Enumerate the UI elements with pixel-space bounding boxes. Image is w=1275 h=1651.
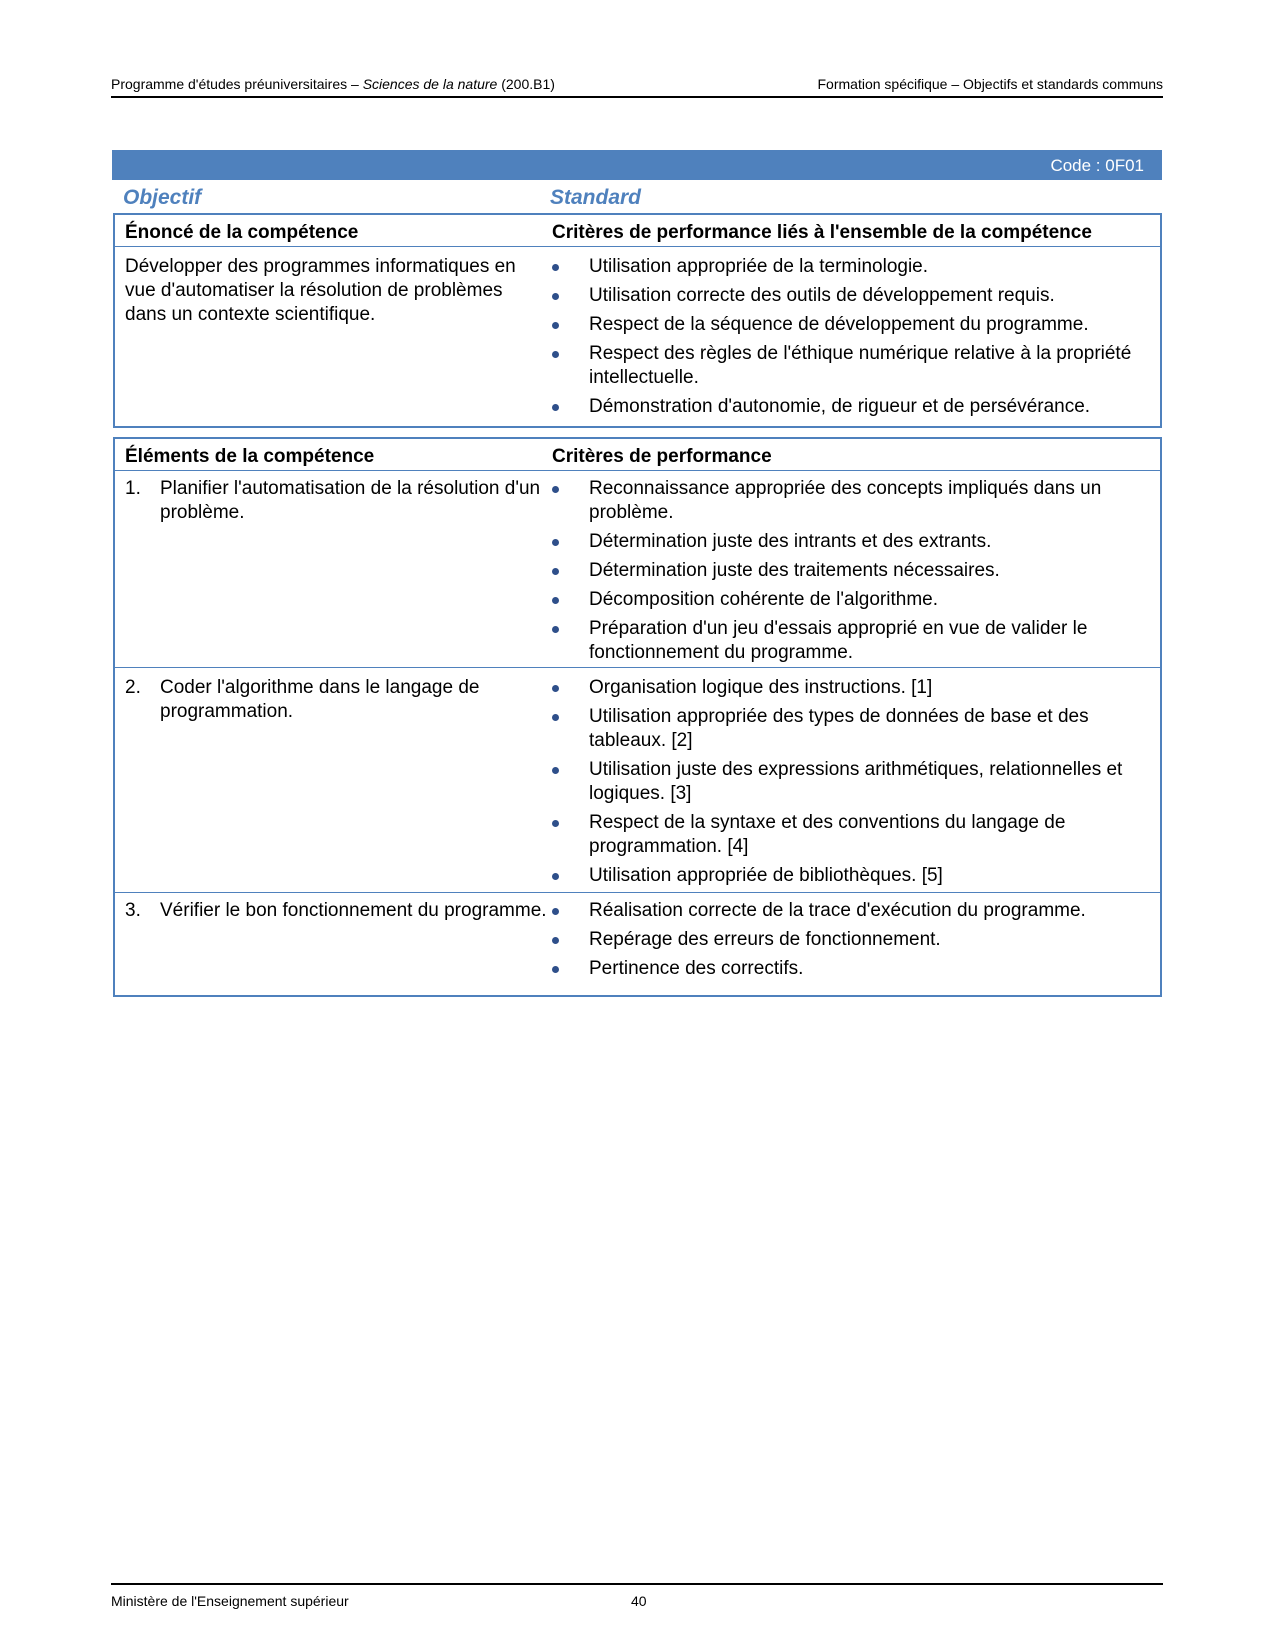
header-section: Formation spécifique – Objectifs et standards communs [817,76,1163,92]
page-header [111,76,1163,98]
element-number: 3. [125,900,141,921]
list-item: Détermination juste des traitements nécessaires. [552,559,1164,583]
list-item: Respect de la séquence de développement du programme. [552,313,1164,337]
page-footer [111,1583,1163,1609]
element-row-3 [115,892,1160,992]
global-criteria-list [552,255,1164,424]
bullet-icon [552,568,559,575]
element-text: Planifier l'automatisation de la résolution d'un problème. [160,478,541,523]
element-3-criteria [552,899,1164,986]
element-row-2 [115,667,1160,892]
element-2-criteria [552,676,1164,893]
element-3 [125,899,547,923]
bullet-icon [552,293,559,300]
list-item: Utilisation juste des expressions arithmétiques, relationnelles et logiques. [3] [552,758,1164,806]
element-2 [125,676,525,724]
list-item: Respect des règles de l'éthique numérique relative à la propriété intellectuelle. [552,342,1164,390]
standard-title: Standard [550,186,642,209]
list-item: Utilisation correcte des outils de développement requis. [552,284,1164,308]
element-number: 2. [125,677,141,698]
bullet-icon [552,486,559,493]
bullet-icon [552,685,559,692]
bullet-icon [552,322,559,329]
elements-header: Éléments de la compétence [125,446,375,467]
page-number: 40 [631,1593,647,1609]
list-item: Reconnaissance appropriée des concepts impliqués dans un problème. [552,477,1164,525]
list-item: Respect de la syntaxe et des conventions du langage de programmation. [4] [552,811,1164,859]
statement-header: Énoncé de la compétence [125,222,359,243]
objectif-title: Objectif [123,186,202,209]
element-text: Vérifier le bon fonctionnement du programme. [160,900,547,921]
competency-statement: Développer des programmes informatiques en vue d'automatiser la résolution de problèmes dans un contexte scientifique. [125,256,516,325]
list-item: Utilisation appropriée des types de données de base et des tableaux. [2] [552,705,1164,753]
bullet-icon [552,908,559,915]
table-header-row [115,439,1160,471]
element-1-criteria [552,477,1164,670]
criteria-header: Critères de performance [552,446,772,467]
bullet-icon [552,404,559,411]
bullet-icon [552,539,559,546]
list-item: Démonstration d'autonomie, de rigueur et de persévérance. [552,395,1164,419]
bullet-icon [552,966,559,973]
code-bar [112,150,1162,180]
element-row-1 [115,471,1160,667]
list-item: Préparation d'un jeu d'essais approprié en vue de valider le fonctionnement du programme. [552,617,1164,665]
list-item: Repérage des erreurs de fonctionnement. [552,928,1164,952]
elements-table [113,437,1162,997]
bullet-icon [552,937,559,944]
element-number: 1. [125,478,141,499]
bullet-icon [552,264,559,271]
list-item: Pertinence des correctifs. [552,957,1164,981]
header-program-italic: Sciences de la nature [362,76,498,92]
bullet-icon [552,714,559,721]
list-item: Décomposition cohérente de l'algorithme. [552,588,1164,612]
competency-code: Code : 0F01 [1050,156,1144,175]
competency-statement-table [113,213,1162,428]
global-criteria-header: Critères de performance liés à l'ensemble de la compétence [552,222,1092,243]
table-header-row [115,215,1160,247]
list-item: Organisation logique des instructions. [1] [552,676,1164,700]
element-text: Coder l'algorithme dans le langage de programmation. [160,677,480,722]
list-item: Réalisation correcte de la trace d'exécution du programme. [552,899,1164,923]
bullet-icon [552,820,559,827]
bullet-icon [552,767,559,774]
list-item: Détermination juste des intrants et des extrants. [552,530,1164,554]
list-item: Utilisation appropriée de la terminologie. [552,255,1164,279]
bullet-icon [552,597,559,604]
bullet-icon [552,873,559,880]
bullet-icon [552,351,559,358]
list-item: Utilisation appropriée de bibliothèques. [5] [552,864,1164,888]
statement-row [115,247,1160,422]
bullet-icon [552,626,559,633]
header-program: Programme d'études préuniversitaires – Sciences de la nature (200.B1) [111,76,555,92]
footer-ministry: Ministère de l'Enseignement supérieur [111,1593,349,1609]
element-1 [125,477,541,525]
